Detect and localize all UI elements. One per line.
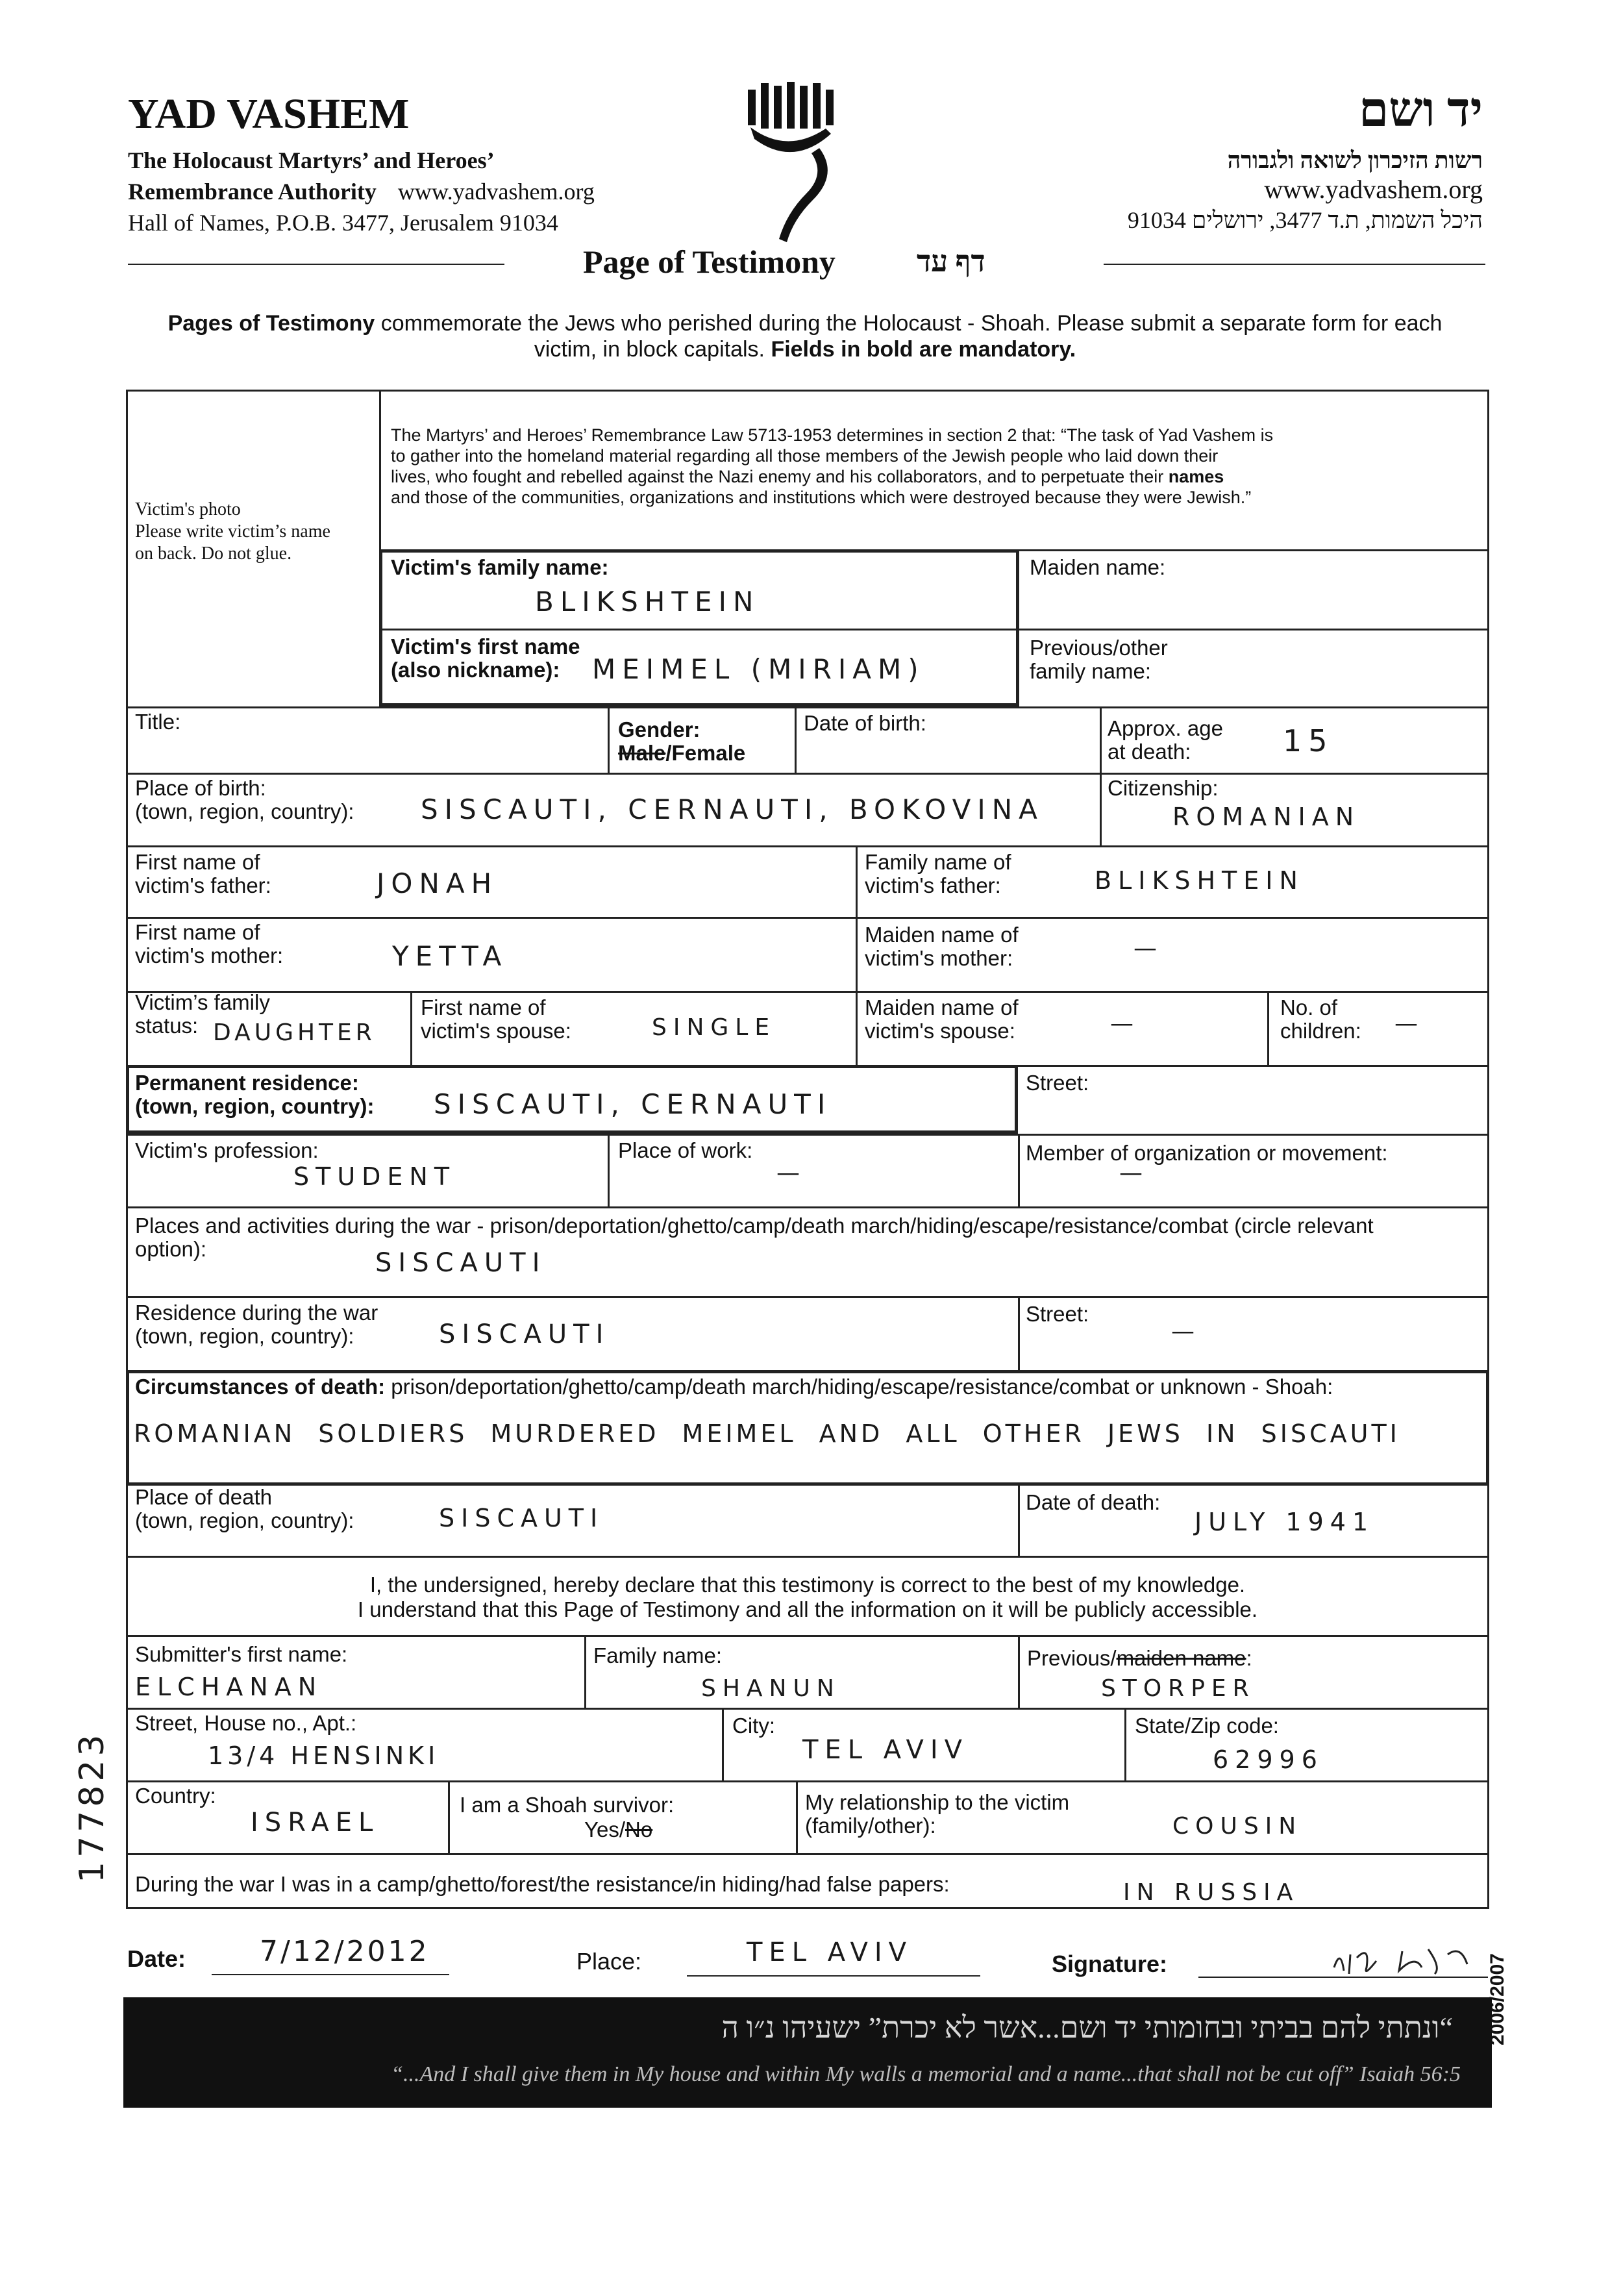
rule-1858 [126,1206,1489,1208]
div-zip [1124,1708,1126,1780]
banner-english: “...And I shall give them in My house and within My walls a memorial and a name...that shall not be cut off” Isaiah 56:5 [391,2062,1461,2086]
rule-1746 [126,1134,1489,1136]
mother-maiden-label2: victim's mother: [865,946,1013,970]
law-line3 [391,466,1481,487]
gender-male[interactable]: Male [618,741,666,765]
father-family-value[interactable]: BLIKSHTEIN [1095,866,1304,895]
children-label2: children: [1280,1019,1361,1043]
date-value[interactable]: 7/12/2012 [260,1935,430,1968]
law-text [391,425,1481,508]
rule-name-mid [379,629,1489,630]
spouse-first-value[interactable]: SINGLE [652,1014,776,1041]
work-label: Place of work: [618,1138,753,1162]
law-line3-bold: names [1168,467,1224,486]
submitter-family-value[interactable]: SHANUN [701,1675,841,1702]
form-code: 2006/2007 [1487,1953,1508,2045]
intro-text [123,310,1487,362]
submitter-first-value[interactable]: ELCHANAN [135,1673,323,1701]
address-he: היכל השמות, ת.ד 3477, ירושלים 91034 [1127,207,1483,233]
circumstances-label [135,1375,1333,1399]
prev-family-label2: family name: [1030,659,1152,683]
intro-text2: victim, in block capitals. [534,337,771,362]
submitter-city-value[interactable]: TEL AVIV [802,1735,969,1765]
children-label [1280,996,1361,1043]
relation-label [805,1791,1069,1838]
div-dob [795,706,797,774]
family-status-label2: status: [135,1014,199,1038]
pod-label [135,1486,354,1532]
intro-bold2: Fields in bold are mandatory. [771,337,1076,362]
page-title-he: דף עד [917,245,985,278]
places-value[interactable]: SISCAUTI [375,1248,547,1278]
spouse-maiden-label2: victim's spouse: [865,1019,1015,1043]
country-value[interactable]: ISRAEL [251,1808,380,1838]
org-name-he: יד ושם [1359,84,1483,137]
div-spouse [856,991,858,1065]
father-first-label2: victim's father: [135,873,271,897]
war-location-label: During the war I was in a camp/ghetto/forest/the resistance/in hiding/had false papers: [135,1872,950,1896]
first-name-label1: Victim's first name [391,634,580,658]
place-label: Place: [576,1948,642,1975]
photo-line3: on back. Do not glue. [135,543,292,564]
div-member [1018,1134,1020,1206]
country-label: Country: [135,1784,216,1808]
pod-label2: (town, region, country): [135,1508,354,1532]
org-subtitle-line2-text: Remembrance Authority [128,179,377,205]
spouse-first-label [421,996,571,1043]
law-line1: The Martyrs’ and Heroes’ Remembrance Law 5713-1953 determines in section 2 that: “The task of Yad Vashem is [391,425,1274,445]
date-label: Date: [127,1945,186,1972]
dod-value[interactable]: JULY 1941 [1195,1508,1375,1536]
dob-label: Date of birth: [804,711,926,735]
maiden-name-label: Maiden name: [1030,555,1166,579]
rule-1190 [126,773,1489,775]
submitter-first-label: Submitter's first name: [135,1642,348,1666]
profession-value[interactable]: STUDENT [293,1162,456,1191]
quote-banner [123,1997,1492,2108]
spouse-maiden-value[interactable]: — [1110,1010,1140,1037]
law-line4: and those of the communities, organizations and institutions which were destroyed because they were Jewish.” [391,488,1252,507]
div-status [410,991,412,1065]
children-value[interactable]: — [1394,1010,1424,1037]
pob-label2: (town, region, country): [135,799,354,823]
relation-value[interactable]: COUSIN [1172,1813,1303,1840]
declaration-line2: I understand that this Page of Testimony and all the information on it will be publicly accessible. [357,1597,1258,1621]
org-name-en: YAD VASHEM [128,90,410,138]
first-name-label2: (also nickname): [391,658,560,682]
rule-2630 [126,1708,1489,1710]
prev-family-label1: Previous/other [1030,636,1168,660]
place-underline [687,1975,980,1977]
submitter-street-value[interactable]: 13/4 HENSINKI [208,1741,440,1770]
residence-value[interactable]: SISCAUTI, CERNAUTI [434,1088,832,1120]
family-name-label: Victim's family name: [391,555,609,579]
spouse-maiden-label [865,996,1019,1043]
div-work [608,1134,610,1206]
survivor-label: I am a Shoah survivor: [460,1793,675,1817]
org-subtitle-line2 [128,178,595,205]
member-value[interactable]: — [1119,1160,1149,1186]
father-family-label1: Family name of [865,850,1011,874]
residence-label1: Permanent residence: [135,1071,359,1095]
submitter-prev-label-b: maiden name [1116,1646,1246,1670]
prev-family-label [1030,636,1168,683]
pob-value[interactable]: SISCAUTI, CERNAUTI, BOKOVINA [421,793,1044,825]
residence-label [135,1071,374,1118]
place-value[interactable]: TEL AVIV [747,1938,913,1967]
yad-vashem-logo [741,77,852,245]
age-label [1108,717,1223,764]
places-label2: option): [135,1237,207,1261]
div-dod [1018,1486,1020,1556]
age-value[interactable]: 15 [1283,723,1334,758]
org-subtitle-line1: The Holocaust Martyrs’ and Heroes’ [128,147,495,173]
family-status-value[interactable]: DAUGHTER [213,1019,376,1046]
rule-1996 [126,1296,1489,1298]
div-relation [796,1780,798,1853]
rule-1526 [126,991,1489,993]
signature-mark [1331,1941,1480,1980]
mother-maiden-value[interactable]: — [1133,935,1163,962]
work-value[interactable]: — [776,1160,806,1186]
header-rule-left [128,264,504,265]
div-sub-family [584,1635,586,1708]
survivor-yes[interactable]: Yes/ [584,1817,626,1841]
war-street-value[interactable]: — [1171,1318,1201,1345]
member-label: Member of organization or movement: [1026,1141,1388,1165]
profession-label: Victim's profession: [135,1138,319,1162]
div-sub-prev [1018,1635,1020,1708]
submitter-zip-label: State/Zip code: [1135,1714,1279,1738]
first-name-value[interactable]: MEIMEL (MIRIAM) [592,653,925,685]
submitter-zip-value[interactable]: 62996 [1213,1745,1324,1774]
first-name-label [391,635,580,682]
law-line3-text: lives, who fought and rebelled against the Nazi enemy and his collaborators, and to perpetuate their [391,467,1169,486]
submitter-prev-label-c: : [1246,1646,1252,1670]
subtitle-he: רשות הזיכרון לשואה ולגבורה [1227,147,1483,173]
survivor-options[interactable] [584,1818,652,1841]
places-label1: Places and activities during the war - prison/deportation/ghetto/camp/death march/hiding/escape/resistance/combat (circle relevant [135,1214,1374,1238]
gender-female[interactable]: /Female [665,741,746,765]
father-first-label1: First name of [135,850,260,874]
website-he: www.yadvashem.org [1264,175,1483,204]
submitter-prev-value[interactable]: STORPER [1101,1675,1256,1702]
div-city [722,1708,724,1780]
age-label1: Approx. age [1108,716,1223,740]
rule-2518 [126,1635,1489,1637]
photo-instructions [135,499,330,565]
photo-line2: Please write victim’s name [135,521,330,542]
div-war-street [1018,1296,1020,1370]
submitter-family-label: Family name: [593,1643,723,1667]
street-label: Street: [1026,1071,1089,1095]
declaration-line1: I, the undersigned, hereby declare that this testimony is correct to the best of my knowledge. [369,1573,1246,1597]
places-label [135,1214,1374,1261]
mother-first-label2: victim's mother: [135,943,284,967]
mother-first-value[interactable]: YETTA [392,940,508,972]
gender-label-text: Gender: [618,718,700,742]
title-label: Title: [135,710,181,734]
rule-1088 [126,706,1489,708]
pob-label [135,777,354,823]
rule-1302 [126,845,1489,847]
survivor-no[interactable]: No [625,1817,653,1841]
war-street-label: Street: [1026,1302,1089,1326]
circumstances-label-bold: Circumstances of death: [135,1375,386,1399]
father-family-label2: victim's father: [865,873,1001,897]
children-label1: No. of [1280,995,1338,1019]
dod-label: Date of death: [1026,1490,1161,1514]
father-family-label [865,851,1011,897]
signature-label: Signature: [1052,1951,1168,1977]
war-res-label1: Residence during the war [135,1301,378,1325]
submitter-prev-label [1027,1647,1252,1670]
family-name-value[interactable]: BLIKSHTEIN [535,586,760,618]
war-res-label2: (town, region, country): [135,1324,354,1348]
header-rule-right [1104,264,1485,265]
rule-1412 [126,917,1489,919]
father-first-label [135,851,271,897]
war-location-value[interactable]: IN RUSSIA [1123,1879,1300,1906]
banner-hebrew: “ונתתי להם בביתי ובחומותי יד ושם...אשר לא יכרת” ישעיהו נ״ו ה [721,2011,1453,2044]
citizenship-label: Citizenship: [1108,776,1219,800]
spouse-first-label2: victim's spouse: [421,1019,571,1043]
circumstances-label-rest: prison/deportation/ghetto/camp/death march/hiding/escape/resistance/combat or unknown - Shoah: [385,1375,1333,1399]
declaration [126,1573,1489,1622]
father-first-value[interactable]: JONAH [377,867,499,899]
div-gender [608,706,610,774]
rule-2854 [126,1853,1489,1855]
rule-2396 [126,1556,1489,1558]
intro-text1: commemorate the Jews who perished during the Holocaust - Shoah. Please submit a separate form for each [375,311,1443,336]
spouse-maiden-label1: Maiden name of [865,995,1019,1019]
mother-first-label [135,921,283,967]
submitter-street-label: Street, House no., Apt.: [135,1711,357,1735]
pod-label1: Place of death [135,1485,272,1509]
law-line2: to gather into the homeland material regarding all those members of the Jewish people who laid down their [391,446,1219,466]
div-survivor [448,1780,450,1853]
rule-2742 [126,1780,1489,1782]
side-number: 177823 [73,1730,112,1883]
submitter-city-label: City: [732,1714,775,1738]
circumstances-value[interactable]: ROMANIAN SOLDIERS MURDERED MEIMEL AND ALL OTHER JEWS IN SISCAUTI [134,1419,1400,1448]
war-res-label [135,1301,378,1348]
age-label2: at death: [1108,740,1191,764]
pob-label1: Place of birth: [135,776,266,800]
website-en: www.yadvashem.org [397,179,595,205]
relation-label1: My relationship to the victim [805,1790,1070,1814]
relation-label2: (family/other): [805,1814,936,1838]
spouse-first-label1: First name of [421,995,546,1019]
address-en: Hall of Names, P.O.B. 3477, Jerusalem 91034 [128,210,558,236]
residence-label2: (town, region, country): [135,1094,375,1118]
war-res-value[interactable]: SISCAUTI [439,1319,610,1349]
pod-value[interactable]: SISCAUTI [439,1504,604,1532]
mother-maiden-label1: Maiden name of [865,923,1019,947]
citizenship-value[interactable]: ROMANIAN [1172,803,1361,831]
mother-first-label1: First name of [135,920,260,944]
photo-line1: Victim's photo [135,499,241,519]
div-age [1100,706,1102,847]
family-status-label1: Victim’s family [135,990,270,1014]
submitter-prev-label-a: Previous/ [1027,1646,1117,1670]
div-children [1267,991,1269,1065]
date-underline [212,1974,449,1975]
intro-bold: Pages of Testimony [167,311,375,336]
gender-label [618,718,745,765]
mother-maiden-label [865,923,1019,970]
page-title: Page of Testimony [583,243,836,280]
